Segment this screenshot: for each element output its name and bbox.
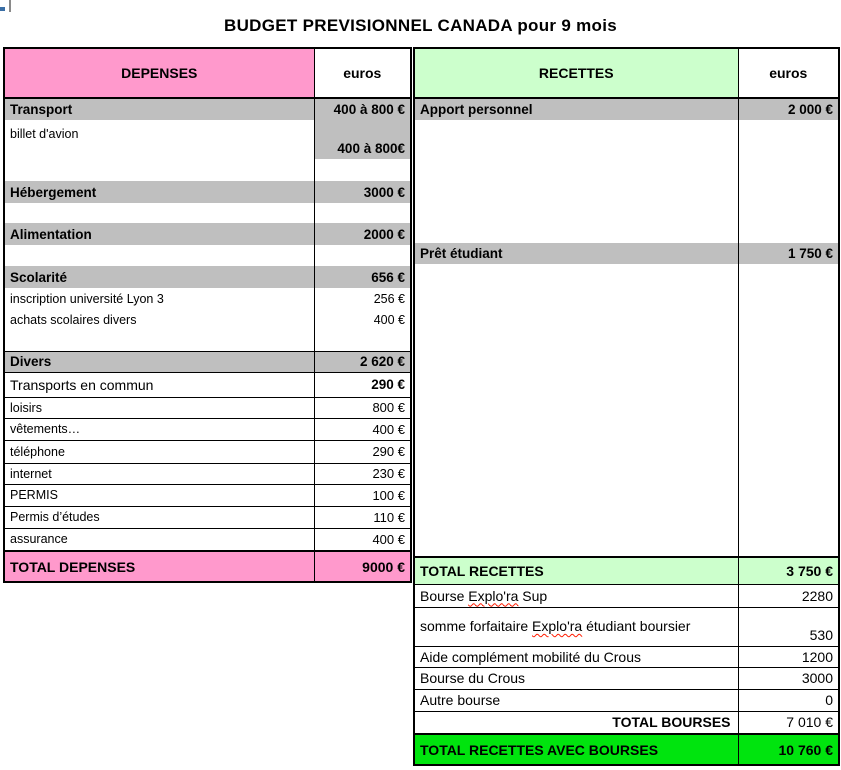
spacer-row: [4, 203, 411, 223]
cell-value[interactable]: 2000 €: [314, 223, 411, 245]
recettes-unit-cell[interactable]: euros: [738, 48, 839, 98]
cell-empty[interactable]: [738, 120, 839, 243]
cell-empty[interactable]: [4, 203, 314, 223]
cell-label[interactable]: loisirs: [4, 397, 314, 418]
section-row-transport: [4, 98, 411, 120]
cell-label[interactable]: Alimentation: [4, 223, 314, 245]
cell-value[interactable]: 230 €: [314, 463, 411, 484]
cell-value[interactable]: 400 €: [314, 418, 411, 440]
cell-value[interactable]: 400 €: [314, 528, 411, 551]
cell-empty[interactable]: [314, 203, 411, 223]
misspelled-word: Explo'ra: [468, 587, 519, 604]
depenses-header-row: [4, 48, 411, 98]
misspelled-word: Explo'ra: [532, 618, 583, 634]
cell-empty[interactable]: [314, 159, 411, 181]
depenses-header-cell[interactable]: DEPENSES: [4, 48, 314, 98]
row-permis-etudes: [4, 506, 411, 528]
cell-value[interactable]: 256 €: [314, 288, 411, 309]
depenses-table: [3, 47, 412, 583]
recettes-table: [413, 47, 840, 766]
section-row-apport-personnel: [414, 98, 839, 120]
cell-label[interactable]: Scolarité: [4, 266, 314, 288]
cell-value[interactable]: 2 000 €: [738, 98, 839, 120]
cell-label[interactable]: PERMIS: [4, 484, 314, 506]
total-bourses-label[interactable]: TOTAL BOURSES: [414, 711, 738, 734]
grand-total-row: [414, 734, 839, 765]
row-permis: [4, 484, 411, 506]
cell-label[interactable]: Apport personnel: [414, 98, 738, 120]
cell-value[interactable]: 1 750 €: [738, 243, 839, 264]
cell-empty[interactable]: [4, 245, 314, 266]
cell-label[interactable]: [414, 584, 738, 607]
spacer-row: [414, 120, 839, 243]
total-recettes-row: [414, 557, 839, 584]
cell-value[interactable]: 2 620 €: [314, 351, 411, 372]
row-somme-forfaitaire: [414, 607, 839, 646]
cell-label[interactable]: Transport: [4, 98, 314, 120]
total-recettes-value[interactable]: 3 750 €: [738, 557, 839, 584]
cell-label[interactable]: [414, 607, 738, 646]
cell-label[interactable]: billet d'avion: [4, 120, 314, 159]
cell-empty[interactable]: [738, 264, 839, 557]
cell-label[interactable]: internet: [4, 463, 314, 484]
row-achats-scolaires: [4, 309, 411, 331]
spacer-row: [4, 245, 411, 266]
screen-corner-artifact: [0, 0, 11, 12]
cell-value[interactable]: 110 €: [314, 506, 411, 528]
cell-label[interactable]: Autre bourse: [414, 689, 738, 711]
row-total-bourses: [414, 711, 839, 734]
section-row-divers: [4, 351, 411, 372]
row-assurance: [4, 528, 411, 551]
cell-label[interactable]: Aide complément mobilité du Crous: [414, 646, 738, 667]
cell-value[interactable]: 400 €: [314, 309, 411, 331]
cell-empty[interactable]: [314, 245, 411, 266]
cell-value[interactable]: 400 à 800€: [314, 120, 411, 159]
label-part: étudiant boursier: [582, 618, 691, 634]
row-aide-crous: [414, 646, 839, 667]
cell-value[interactable]: 656 €: [314, 266, 411, 288]
row-internet: [4, 463, 411, 484]
cell-label[interactable]: téléphone: [4, 440, 314, 463]
cell-label[interactable]: vêtements…: [4, 418, 314, 440]
depenses-unit-cell[interactable]: euros: [314, 48, 411, 98]
grand-total-label[interactable]: TOTAL RECETTES AVEC BOURSES: [414, 734, 738, 765]
cell-label[interactable]: assurance: [4, 528, 314, 551]
cell-empty[interactable]: [414, 264, 738, 557]
row-bourse-explora-sup: [414, 584, 839, 607]
row-inscription: [4, 288, 411, 309]
label-part: somme forfaitaire: [420, 618, 533, 634]
cell-label[interactable]: achats scolaires divers: [4, 309, 314, 331]
section-row-pret-etudiant: [414, 243, 839, 264]
total-recettes-label[interactable]: TOTAL RECETTES: [414, 557, 738, 584]
section-row-alimentation: [4, 223, 411, 245]
page-title: BUDGET PREVISIONNEL CANADA pour 9 mois: [224, 16, 617, 35]
cell-value[interactable]: 3000 €: [314, 181, 411, 203]
cell-value[interactable]: 800 €: [314, 397, 411, 418]
total-depenses-label[interactable]: TOTAL DEPENSES: [4, 551, 314, 582]
cell-label[interactable]: Bourse du Crous: [414, 667, 738, 689]
cell-label[interactable]: inscription université Lyon 3: [4, 288, 314, 309]
row-billet-avion: [4, 120, 411, 159]
cell-empty[interactable]: [314, 331, 411, 351]
cell-empty[interactable]: [4, 331, 314, 351]
cell-label[interactable]: Permis d’études: [4, 506, 314, 528]
cell-value[interactable]: 400 à 800 €: [314, 98, 411, 120]
section-row-hebergement: [4, 181, 411, 203]
cell-value[interactable]: 3000: [738, 667, 839, 689]
cell-label[interactable]: Hébergement: [4, 181, 314, 203]
row-vetements: [4, 418, 411, 440]
cell-label[interactable]: Divers: [4, 351, 314, 372]
row-autre-bourse: [414, 689, 839, 711]
cell-label[interactable]: Transports en commun: [4, 372, 314, 397]
row-telephone: [4, 440, 411, 463]
recettes-header-cell[interactable]: RECETTES: [414, 48, 738, 98]
section-row-scolarite: [4, 266, 411, 288]
spacer-row: [4, 331, 411, 351]
cell-empty[interactable]: [414, 120, 738, 243]
row-transports-commun: [4, 372, 411, 397]
cell-value[interactable]: 290 €: [314, 372, 411, 397]
cell-value[interactable]: 290 €: [314, 440, 411, 463]
cell-value[interactable]: 2280: [738, 584, 839, 607]
cell-label[interactable]: Prêt étudiant: [414, 243, 738, 264]
spacer-row: [414, 264, 839, 557]
row-bourse-crous: [414, 667, 839, 689]
grand-total-value[interactable]: 10 760 €: [738, 734, 839, 765]
cell-value[interactable]: 530: [738, 607, 839, 646]
label-part: Sup: [518, 587, 548, 604]
total-depenses-row: [4, 551, 411, 582]
cell-empty[interactable]: [4, 159, 314, 181]
spacer-row: [4, 159, 411, 181]
cell-value[interactable]: 100 €: [314, 484, 411, 506]
label-part: Bourse: [420, 587, 469, 604]
recettes-header-row: [414, 48, 839, 98]
row-loisirs: [4, 397, 411, 418]
total-depenses-value[interactable]: 9000 €: [314, 551, 411, 582]
cell-value[interactable]: 0: [738, 689, 839, 711]
total-bourses-value[interactable]: 7 010 €: [738, 711, 839, 734]
cell-value[interactable]: 1200: [738, 646, 839, 667]
